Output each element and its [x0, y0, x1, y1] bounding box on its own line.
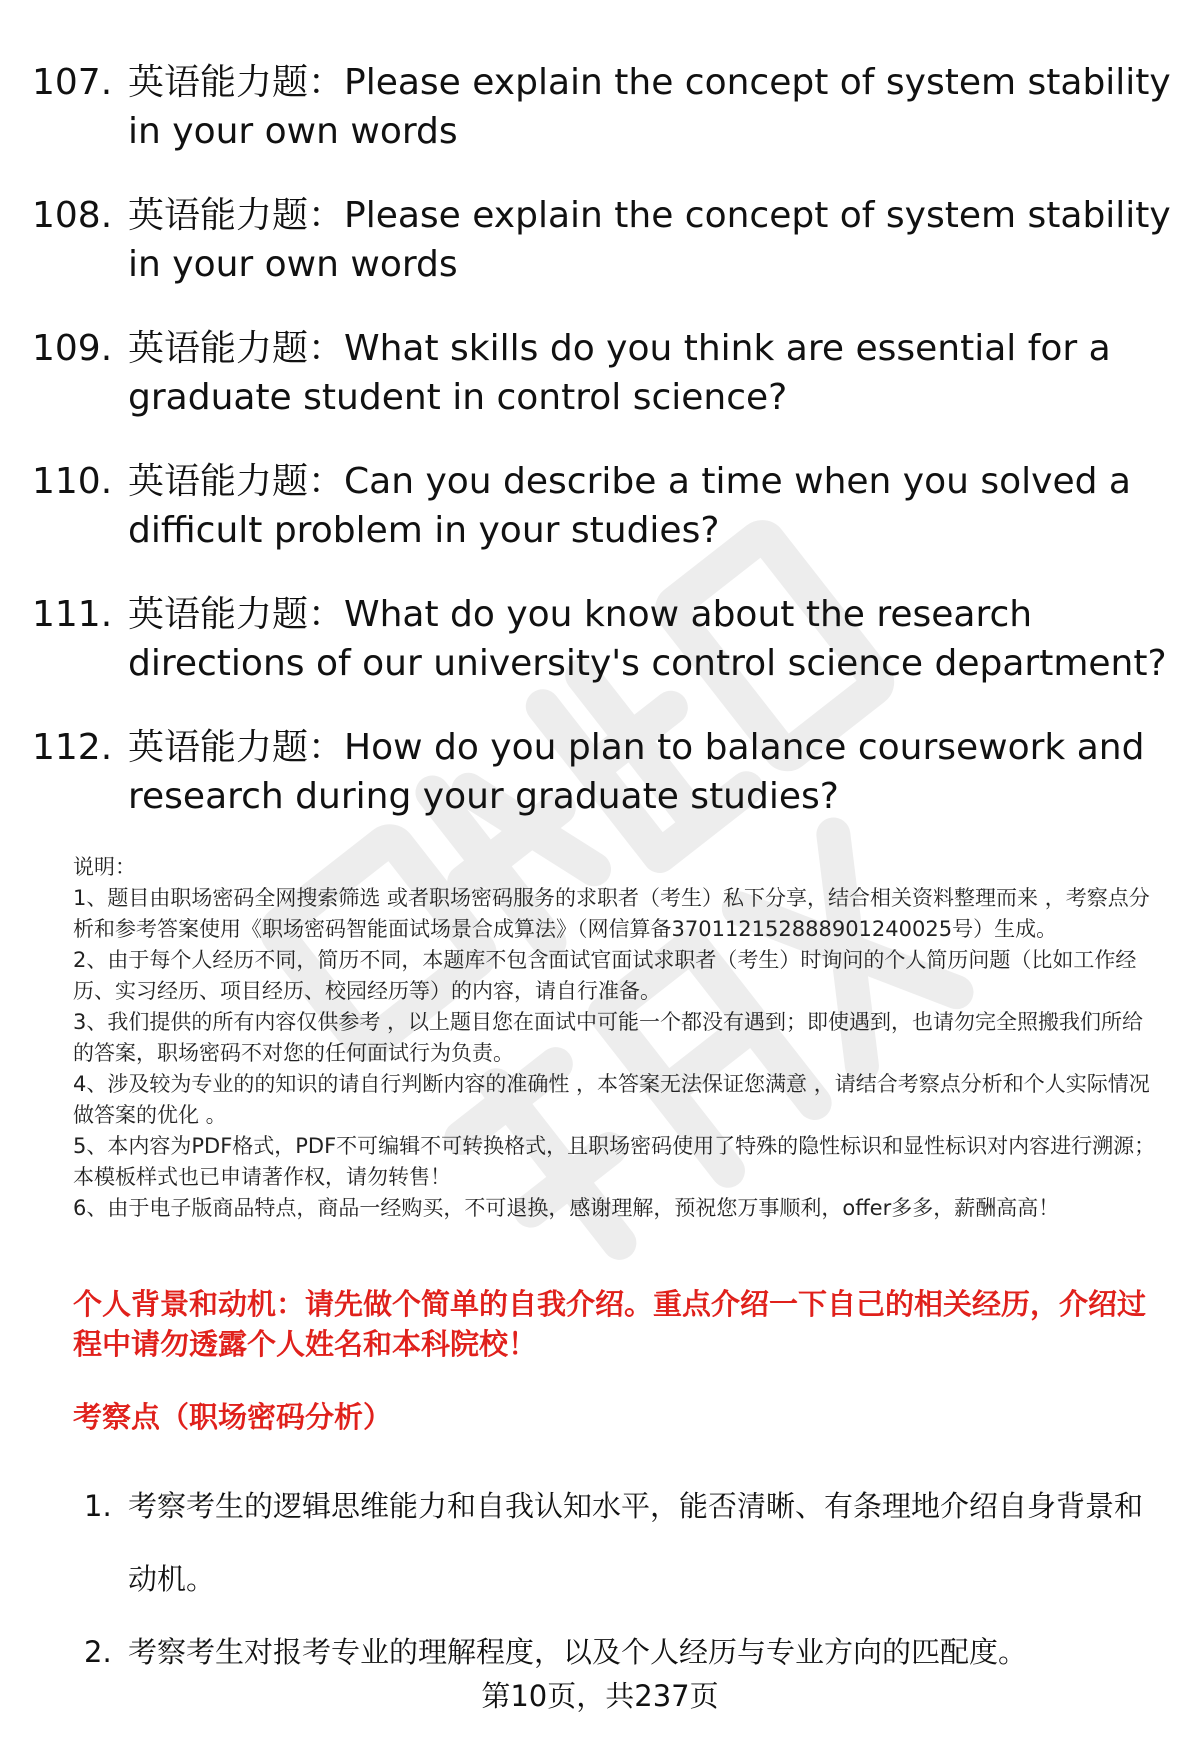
question-text: 英语能力题：Please explain the concept of system stability in your own words — [128, 195, 1171, 285]
background-question: 个人背景和动机：请先做个简单的自我介绍。重点介绍一下自己的相关经历，介绍过程中请勿透露个人姓名和本科院校！ — [73, 1287, 1147, 1361]
note-item: 5、本内容为PDF格式，PDF不可编辑不可转换格式，且职场密码使用了特殊的隐性标识和显性标识对内容进行溯源；本模板样式也已申请著作权，请勿转售！ — [73, 1134, 1156, 1189]
question-text: 英语能力题：Please explain the concept of system stability in your own words — [128, 62, 1171, 152]
notes-section — [73, 852, 1163, 1224]
note-item: 6、由于电子版商品特点，商品一经购买，不可退换，感谢理解，预祝您万事顺利，offer多多，薪酬高高！ — [73, 1196, 1060, 1220]
question-number: 107. — [32, 62, 113, 103]
note-item: 1、题目由职场密码全网搜索筛选 或者职场密码服务的求职者（考生）私下分享，结合相关资料整理而来 ，考察点分析和参考答案使用《职场密码智能面试场景合成算法》（网信算备370112152888901240025号）生成。 — [73, 886, 1150, 941]
question-item — [32, 324, 1172, 422]
key-point-item — [84, 1470, 1164, 1616]
question-text: 英语能力题：Can you describe a time when you solved a difficult problem in your studies? — [128, 461, 1131, 551]
question-text: 英语能力题：How do you plan to balance coursework and research during your graduate studies? — [128, 727, 1145, 817]
key-points-list — [84, 1470, 1164, 1689]
question-item — [32, 590, 1172, 688]
note-item: 4、涉及较为专业的的知识的请自行判断内容的准确性 ，本答案无法保证您满意 ，请结合考察点分析和个人实际情况做答案的优化 。 — [73, 1072, 1150, 1127]
question-text: 英语能力题：What do you know about the research directions of our university's control science department? — [128, 594, 1167, 684]
key-point-number: 2. — [84, 1635, 112, 1669]
key-point-text: 考察考生对报考专业的理解程度，以及个人经历与专业方向的匹配度。 — [128, 1635, 1028, 1669]
question-item — [32, 191, 1172, 289]
question-item — [32, 723, 1172, 821]
question-item — [32, 58, 1172, 156]
question-number: 109. — [32, 328, 113, 369]
question-list — [32, 58, 1172, 856]
question-item — [32, 457, 1172, 555]
key-point-text: 考察考生的逻辑思维能力和自我认知水平，能否清晰、有条理地介绍自身背景和动机。 — [128, 1489, 1144, 1596]
question-number: 112. — [32, 727, 113, 768]
key-point-number: 1. — [84, 1489, 112, 1523]
question-text: 英语能力题：What skills do you think are essential for a graduate student in control science? — [128, 328, 1111, 418]
key-points-title: 考察点（职场密码分析） — [73, 1400, 393, 1434]
question-number: 111. — [32, 594, 113, 635]
question-number: 110. — [32, 461, 113, 502]
question-number: 108. — [32, 195, 113, 236]
notes-title: 说明： — [73, 855, 136, 879]
note-item: 3、我们提供的所有内容仅供参考 ，以上题目您在面试中可能一个都没有遇到；即使遇到，也请勿完全照搬我们所给的答案，职场密码不对您的任何面试行为负责。 — [73, 1010, 1144, 1065]
note-item: 2、由于每个人经历不同，简历不同，本题库不包含面试官面试求职者（考生）时询问的个人简历问题（比如工作经历、实习经历、项目经历、校园经历等）的内容，请自行准备。 — [73, 948, 1137, 1003]
page-footer: 第10页，共237页 — [481, 1679, 719, 1713]
